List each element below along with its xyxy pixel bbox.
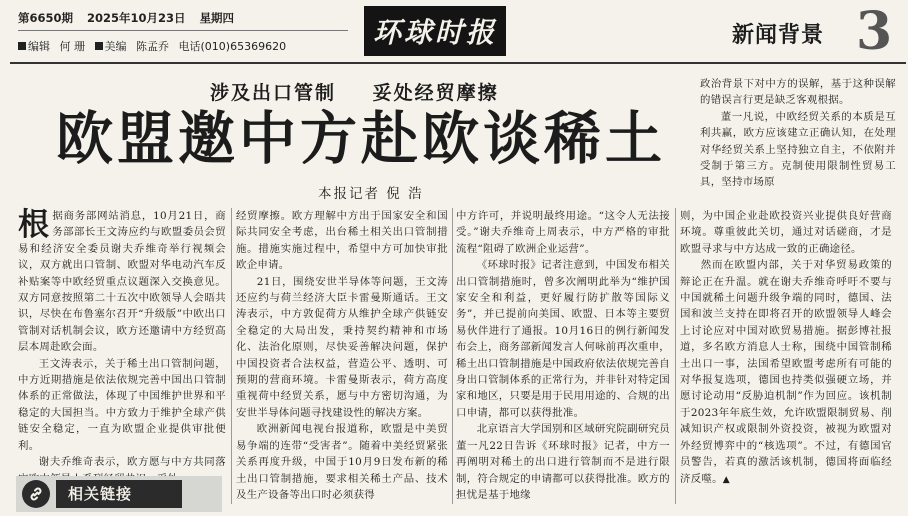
- link-icon: [22, 480, 50, 508]
- issue-weekday: 星期四: [199, 11, 235, 25]
- column-paragraph: 政治背景下对中方的误解，基于这种误解的错误言行更是缺乏客观根据。: [700, 78, 896, 107]
- byline: 本报记者 倪 浩: [318, 186, 424, 202]
- art-editor-name: 陈孟乔: [136, 40, 169, 53]
- page-number: 3: [856, 1, 893, 62]
- article-column-3: [456, 208, 670, 501]
- column-paragraph: 然而在欧盟内部，关于对华贸易政策的辩论正在升温。就在谢夫乔维奇呼吁不要与中国就稀土问题升级争端的同时，德国、法国和波兰支持在即将召开的欧盟领导人峰会上讨论应对中国对欧贸易措施。据彭博社报道，多名欧方消息人士称，围绕中国管制稀土出口一事，法国希望欧盟考虑所有可能的对华报复选项，德国也持类似强硬立场，并愿讨论动用“反胁迫机制”作为回应。该机制于2023年年底生效，允许欧盟限制贸易、削减知识产权或限制外资投资，被视为欧盟对外经贸博弈中的“核选项”。不过，有德国官员警告，若真的激活该机制，德国将面临经济反噬。▲: [680, 259, 892, 485]
- column-divider: [452, 208, 453, 504]
- article-column-2: [236, 208, 448, 501]
- column-paragraph: 谢夫乔维奇表示，欧方愿与中方共同落: [38, 456, 226, 469]
- column-paragraph: 北京语言大学国别和区域研究院副研究员董一凡22日告诉《环球时报》记者，中方一再阐明对稀土的出口进行管制而不是进行限制，符合规定的申请都可以获得批准。欧方的担忧是基于地缘: [456, 423, 670, 501]
- column-divider: [231, 208, 232, 504]
- issue-number: 第6650期: [18, 11, 74, 25]
- logo-text: 环球时报: [372, 16, 497, 49]
- related-links-label: 相关链接: [56, 480, 182, 508]
- related-links-banner: [16, 476, 222, 512]
- editor-label: 编辑: [28, 40, 50, 53]
- kicker-part-1: 涉及出口管制: [210, 82, 337, 104]
- page-header: [0, 0, 908, 62]
- issue-info: [18, 10, 244, 26]
- end-triangle-icon: ▲: [722, 474, 730, 485]
- header-divider: [10, 62, 906, 64]
- header-rule: [18, 30, 348, 31]
- section-title: 新闻背景: [732, 22, 825, 48]
- newspaper-logo: [364, 6, 506, 56]
- headline: 欧盟邀中方赴欧谈稀土: [56, 106, 666, 172]
- issue-date: 2025年10月23日: [87, 11, 186, 25]
- article-column-4: [680, 208, 892, 496]
- column-paragraph: 《环球时报》记者注意到，中国发布相关出口管制措施时，曾多次阐明此举为“维护国家安全和利益，更好履行防扩散等国际义务”，并已提前向美国、欧盟、日本等主要贸易伙伴进行了通报。10月16日的例行新闻发布会上，商务部新闻发言人何咏前再次重申，稀土出口管制措施是中国政府依法依规完善自身出口管制体系的正常行为，并非针对特定国家和地区，只要是用于民用用途的、合规的出口申请，都可以获得批准。: [456, 259, 670, 419]
- column-paragraph: 欧洲新闻电视台报道称，欧盟是中美贸易争端的连带“受害者”。随着中美经贸紧张关系再度升级，中国于10月9日发布新的稀土出口管制措施，要求相关稀土产品、技术及生产设备等出口时必须获得: [236, 423, 448, 501]
- column-paragraph: 则，为中国企业赴欧投资兴业提供良好营商环境。尊重彼此关切，通过对话磋商，才是欧盟寻求与中方达成一致的正确途径。: [680, 210, 892, 255]
- phone-number: 电话(010)65369620: [178, 40, 287, 53]
- column-paragraph: 王文涛表示，关于稀土出口管制问题，中方近期措施是依法依规完善中国出口管制体系的正常做法，体现了中国维护世界和平稳定的大国担当。中方致力于维护全球产供链安全稳定，一直为欧盟企业提供审批便利。: [18, 357, 226, 452]
- column-paragraph: 经贸摩擦。欧方理解中方出于国家安全和国际共同安全考虑，出台稀土相关出口管制措施。措施实施过程中，希望中方可加快审批欧企申请。: [236, 210, 448, 272]
- article-column-5: [700, 76, 896, 208]
- drop-cap: 根: [18, 207, 50, 243]
- column-paragraph: 董一凡说，中欧经贸关系的本质是互利共赢，欧方应该建立正确认知，在处理对华经贸关系上坚持独立自主，不依附并受制于第三方。克制使用限制性贸易工具，坚持市场原: [700, 110, 896, 189]
- square-bullet-icon: [18, 42, 26, 50]
- square-bullet-icon: [95, 42, 103, 50]
- article-column-1: [18, 208, 226, 472]
- column-paragraph: 中方许可，并说明最终用途。“这令人无法接受。”谢夫乔维奇上周表示，中方严格的审批流程“阻碍了欧洲企业运营”。: [456, 210, 670, 255]
- lead-paragraph: 根据商务部网站消息，10月21日，商务部部长王文涛应约与欧盟委员会贸易和经济安全委员谢夫乔维奇举行视频会议，双方就出口管制、欧盟对华电动汽车反补贴案等中欧经贸重点议题深入交换意见。双方同意按照第二十五次中欧领导人会晤共识，尽快在布鲁塞尔召开“升级版”中欧出口管制对话机制会议，欧方还邀请中方经贸高层本周赴欧会面。: [18, 207, 226, 354]
- column-paragraph: 21日，围绕安世半导体等问题，王文涛还应约与荷兰经济大臣卡雷曼斯通话。王文涛表示，中方敦促荷方从维护全球产供链安全稳定的大局出发，秉持契约精神和市场化、法治化原则，尽快妥善解决问题，保护中国投资者合法权益，营造公平、透明、可预期的营商环境。卡雷曼斯表示，荷方高度重视荷中经贸关系，愿与中方密切沟通，为安世半导体问题寻找建设性的解决方案。: [236, 275, 448, 419]
- staff-info: [18, 38, 292, 54]
- editor-name: 何 珊: [59, 40, 85, 53]
- kicker-part-2: 妥处经贸摩擦: [372, 82, 499, 104]
- column-divider: [675, 208, 676, 504]
- art-editor-label: 美编: [104, 40, 127, 53]
- kicker: [210, 78, 527, 105]
